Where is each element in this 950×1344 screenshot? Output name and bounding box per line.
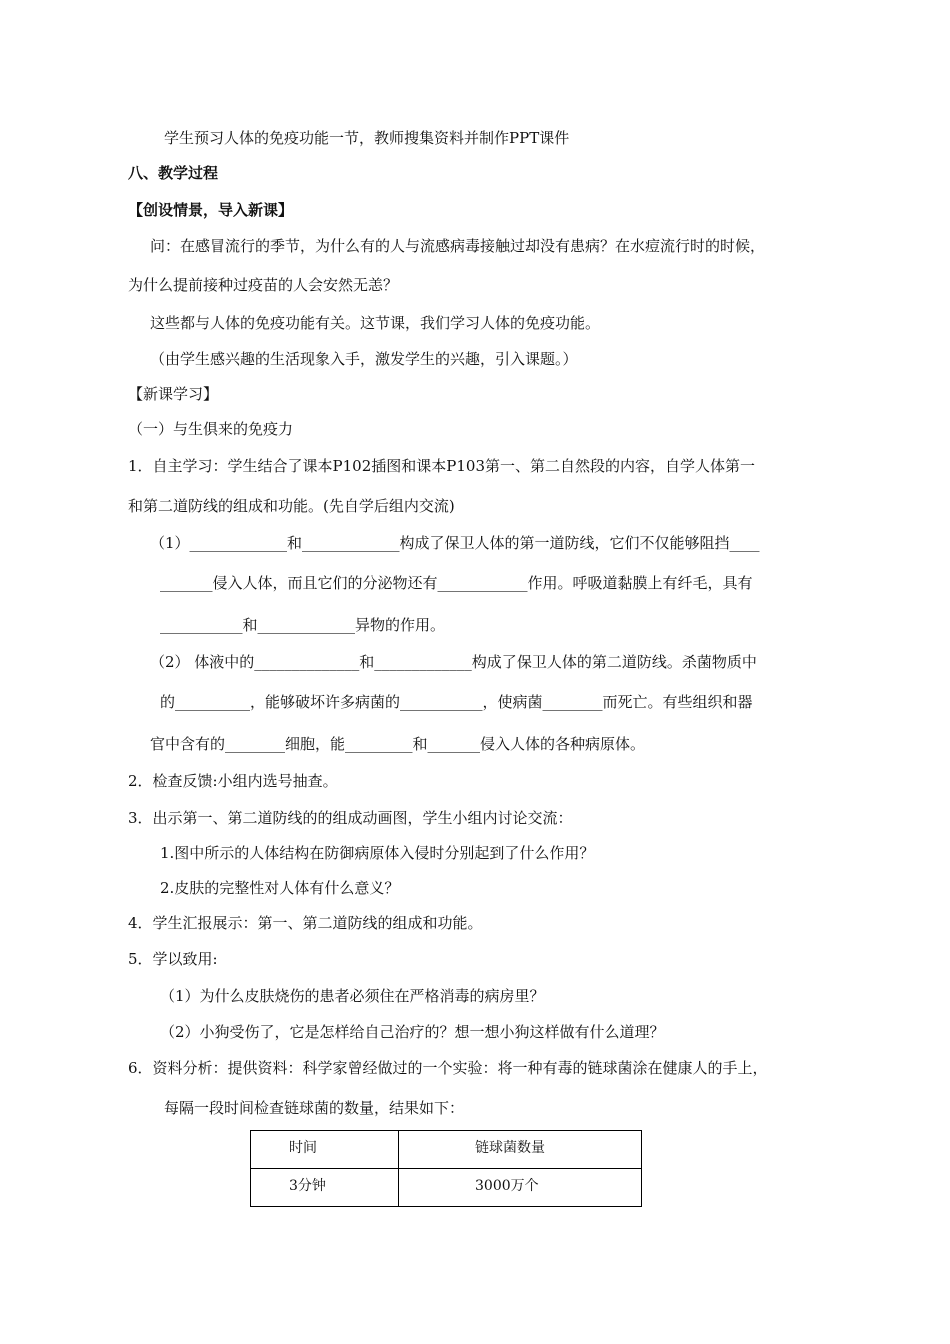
item-3: 3．出示第一、第二道防线的的组成动画图，学生小组内讨论交流： xyxy=(128,809,573,827)
item-4: 4．学生汇报展示：第一、第二道防线的组成和功能。 xyxy=(128,914,483,932)
table-header-cell: 时间 xyxy=(251,1131,399,1169)
item-1-line-a: 1．自主学习：学生结合了课本P102插图和课本P103第一、第二自然段的内容，自学人体第一 xyxy=(128,457,755,475)
item-2: 2．检查反馈:小组内选号抽查。 xyxy=(128,772,338,790)
question-line-1: 问：在感冒流行的季节，为什么有的人与流感病毒接触过却没有患病？在水痘流行时的时候， xyxy=(150,237,766,255)
new-lesson-heading: 【新课学习】 xyxy=(128,385,219,403)
table-header-row xyxy=(251,1131,642,1169)
prep-line: 学生预习人体的免疫功能一节，教师搜集资料并制作PPT课件 xyxy=(164,129,570,147)
fill-blank-2-line-c: 官中含有的________细胞，能_________和_______侵入人体的各种病原体。 xyxy=(150,735,646,753)
fill-blank-1-line-c: ___________和_____________异物的作用。 xyxy=(160,616,446,634)
item-5: 5．学以致用: xyxy=(128,950,218,968)
fill-blank-2-line-b: 的__________，能够破坏许多病菌的___________，使病菌________而死亡。有些组织和器 xyxy=(160,693,753,711)
fill-blank-1-line-b: _______侵入人体，而且它们的分泌物还有____________作用。呼吸道黏膜上有纤毛，具有 xyxy=(160,574,753,592)
table-cell: 3000万个 xyxy=(399,1169,642,1207)
item-6-line-a: 6．资料分析：提供资料：科学家曾经做过的一个实验：将一种有毒的链球菌涂在健康人的手上， xyxy=(128,1059,768,1077)
item-1-line-b: 和第二道防线的组成和功能。(先自学后组内交流) xyxy=(128,497,455,515)
subsection-1-heading: （一）与生俱来的免疫力 xyxy=(128,420,294,438)
item-5-question-1: （1）为什么皮肤烧伤的患者必须住在严格消毒的病房里？ xyxy=(160,987,545,1005)
item-5-question-2: （2）小狗受伤了，它是怎样给自己治疗的？想一想小狗这样做有什么道理？ xyxy=(160,1023,665,1041)
intro-heading: 【创设情景，导入新课】 xyxy=(128,201,294,219)
data-table xyxy=(250,1130,642,1207)
question-line-2: 为什么提前接种过疫苗的人会安然无恙？ xyxy=(128,276,399,294)
fill-blank-1-line-a: （1）_____________和_____________构成了保卫人体的第一道防线，它们不仅能够阻挡____ xyxy=(150,534,760,552)
intro-paragraph-1: 这些都与人体的免疫功能有关。这节课，我们学习人体的免疫功能。 xyxy=(150,314,601,332)
item-3-question-1: 1.图中所示的人体结构在防御病原体入侵时分别起到了什么作用？ xyxy=(160,844,595,862)
item-6-line-b: 每隔一段时间检查链球菌的数量，结果如下： xyxy=(164,1099,465,1117)
item-3-question-2: 2.皮肤的完整性对人体有什么意义？ xyxy=(160,879,400,897)
table-header-cell: 链球菌数量 xyxy=(399,1131,642,1169)
fill-blank-2-line-a: （2） 体液中的______________和_____________构成了保卫人体的第二道防线。杀菌物质中 xyxy=(150,653,757,671)
table-row xyxy=(251,1169,642,1207)
table-cell: 3分钟 xyxy=(251,1169,399,1207)
intro-paragraph-2: （由学生感兴趣的生活现象入手，激发学生的兴趣，引入课题。） xyxy=(150,350,578,368)
section-heading-8: 八、教学过程 xyxy=(128,164,219,182)
